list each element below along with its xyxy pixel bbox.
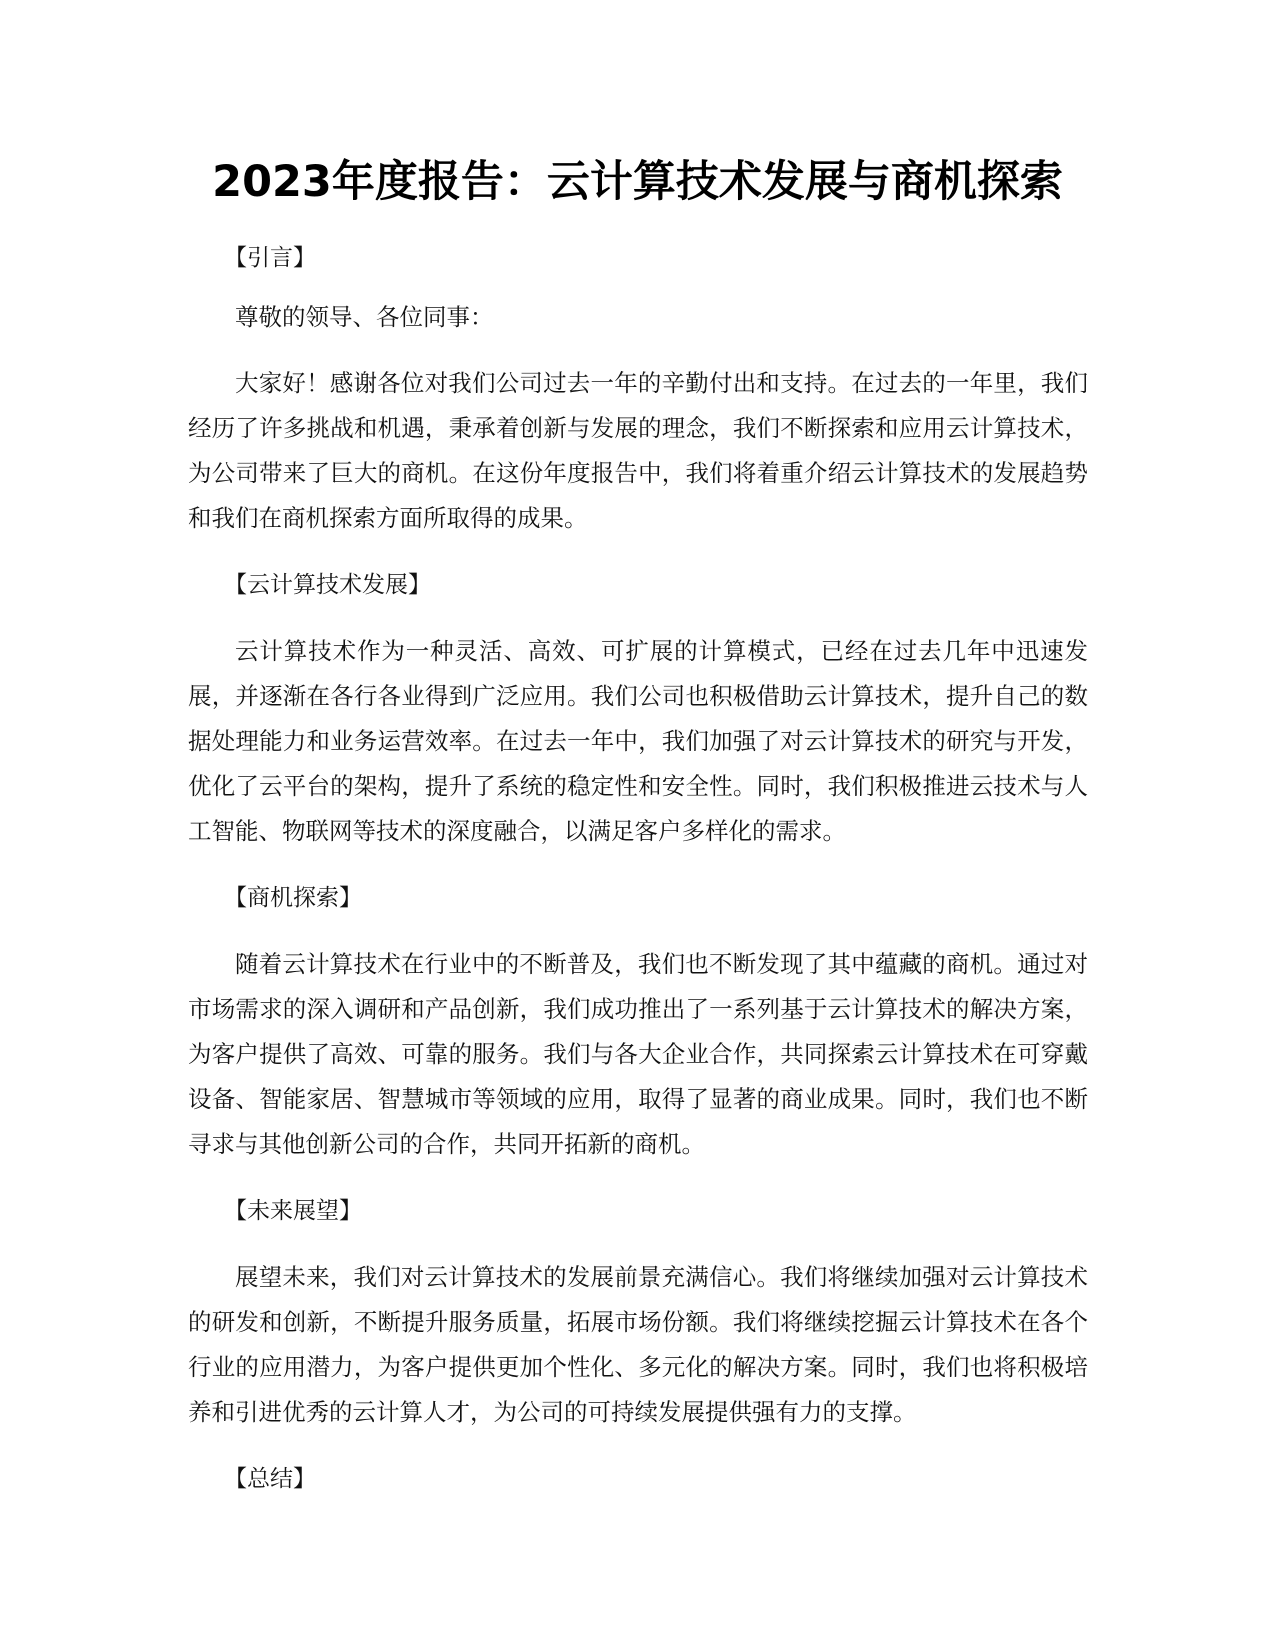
salutation: 尊敬的领导、各位同事：: [235, 303, 494, 331]
section-heading-future: 【未来展望】: [224, 1198, 362, 1224]
paragraph-tech: 云计算技术作为一种灵活、高效、可扩展的计算模式，已经在过去几年中迅速发展，并逐渐在各行各业得到广泛应用。我们公司也积极借助云计算技术，提升自己的数据处理能力和业务运营效率。在过去一年中，我们加强了对云计算技术的研究与开发，优化了云平台的架构，提升了系统的稳定性和安全性。同时，我们积极推进云技术与人工智能、物联网等技术的深度融合，以满足客户多样化的需求。: [188, 637, 1088, 845]
paragraph-intro: 大家好！感谢各位对我们公司过去一年的辛勤付出和支持。在过去的一年里，我们经历了许多挑战和机遇，秉承着创新与发展的理念，我们不断探索和应用云计算技术，为公司带来了巨大的商机。在这份年度报告中，我们将着重介绍云计算技术的发展趋势和我们在商机探索方面所取得的成果。: [188, 369, 1088, 532]
paragraph-business: 随着云计算技术在行业中的不断普及，我们也不断发现了其中蕴藏的商机。通过对市场需求的深入调研和产品创新，我们成功推出了一系列基于云计算技术的解决方案，为客户提供了高效、可靠的服务。我们与各大企业合作，共同探索云计算技术在可穿戴设备、智能家居、智慧城市等领域的应用，取得了显著的商业成果。同时，我们也不断寻求与其他创新公司的合作，共同开拓新的商机。: [188, 950, 1088, 1158]
section-heading-summary: 【总结】: [224, 1466, 316, 1492]
section-heading-intro: 【引言】: [224, 245, 316, 271]
paragraph-future: 展望未来，我们对云计算技术的发展前景充满信心。我们将继续加强对云计算技术的研发和创新，不断提升服务质量，拓展市场份额。我们将继续挖掘云计算技术在各个行业的应用潜力，为客户提供更加个性化、多元化的解决方案。同时，我们也将积极培养和引进优秀的云计算人才，为公司的可持续发展提供强有力的支撑。: [188, 1263, 1088, 1426]
section-heading-business: 【商机探索】: [224, 885, 362, 911]
document-body: [188, 243, 1088, 1523]
section-heading-tech: 【云计算技术发展】: [224, 572, 431, 598]
document-title: 2023年度报告：云计算技术发展与商机探索: [212, 157, 1063, 207]
